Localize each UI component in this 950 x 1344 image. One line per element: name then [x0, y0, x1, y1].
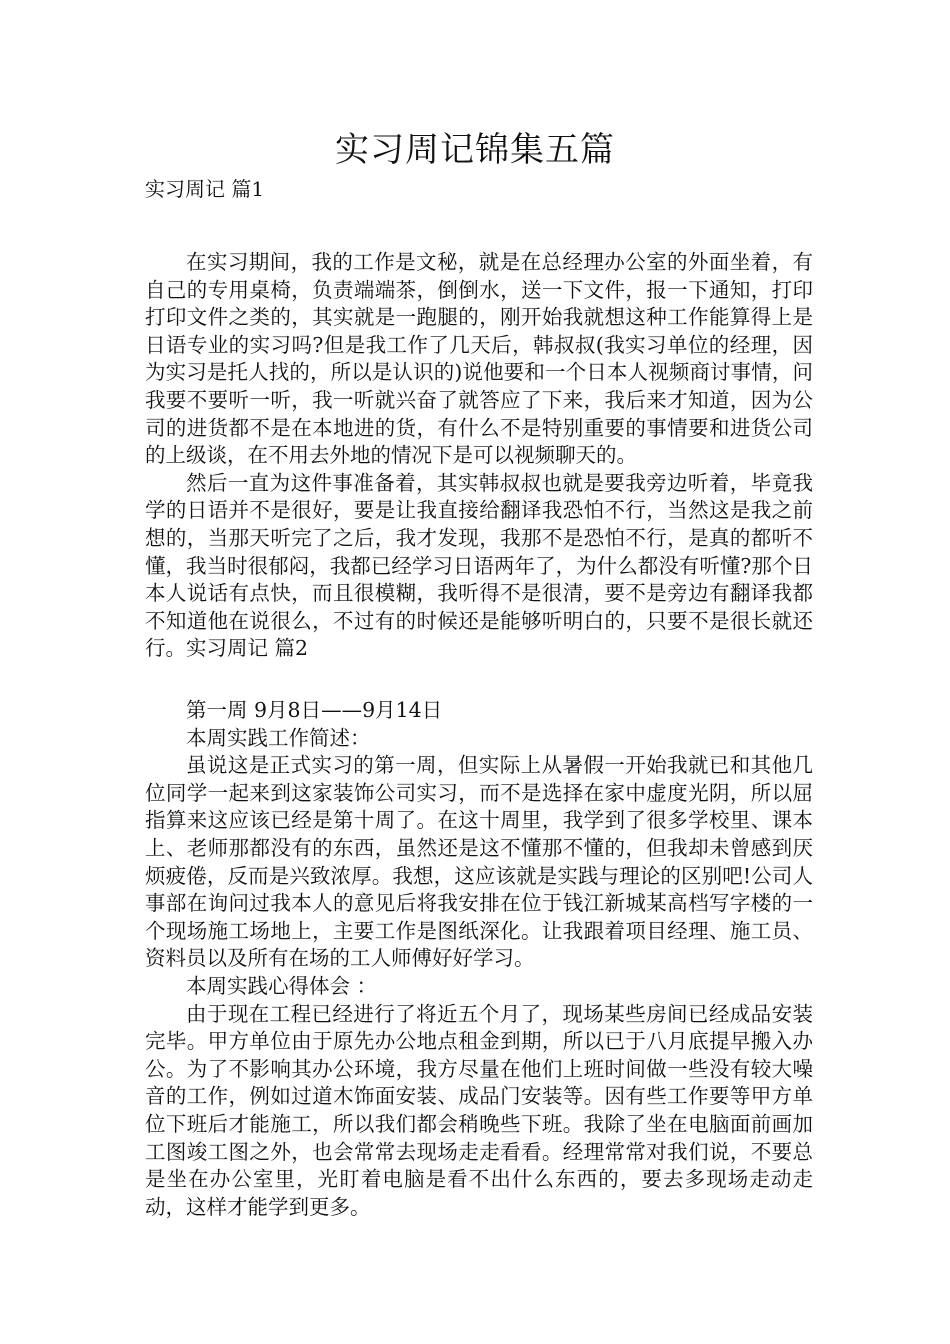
section-heading-1: 实习周记 篇1	[145, 177, 265, 201]
paragraph: 然后一直为这件事准备着，其实韩叔叔也就是要我旁边听着，毕竟我学的日语并不是很好，要是让我直接给翻译我恐怕不行，当然这是我之前想的，当那天听完了之后，我才发现，我那不是恐怕不行，是真的都听不懂，我当时很郁闷，我都已经学习日语两年了，为什么都没有听懂?那个日本人说话有点快，而且很模糊，我听得不是很清，要不是旁边有翻译我都不知道他在说很么，不过有的时候还是能够听明白的，只要不是很长就还行。	[145, 470, 813, 661]
paragraph: 虽说这是正式实习的第一周，但实际上从暑假一开始我就已和其他几位同学一起来到这家装饰公司实习，而不是选择在家中虚度光阴，所以屈指算来这应该已经是第十周了。在这十周里，我学到了很多学校里、课本上、老师那都没有的东西，虽然还是这不懂那不懂的，但我却未曾感到厌烦疲倦，反而是兴致浓厚。我想，这应该就是实践与理论的区别吧!公司人事部在询问过我本人的意见后将我安排在位于钱江新城某高档写字楼的一个现场施工场地上，主要工作是图纸深化。让我跟着项目经理、施工员、资料员以及所有在场的工人师傅好好学习。	[145, 753, 813, 971]
paragraph: 由于现在工程已经进行了将近五个月了，现场某些房间已经成品安装完毕。甲方单位由于原先办公地点租金到期，所以已于八月底提早搬入办公。为了不影响其办公环境，我方尽量在他们上班时间做一些没有较大噪音的工作，例如过道木饰面安装、成品门安装等。因有些工作要等甲方单位下班后才能施工，所以我们都会稍晚些下班。我除了坐在电脑面前画加工图竣工图之外，也会常常去现场走走看看。经理常常对我们说，不要总是坐在办公室里，光盯着电脑是看不出什么东西的，要去多现场走动走动，这样才能学到更多。	[145, 1001, 813, 1219]
section-2-body	[145, 697, 813, 1221]
document-title: 实习周记锦集五篇	[335, 130, 615, 170]
experience-heading: 本周实践心得体会 ：	[186, 973, 378, 998]
section-heading-2: 实习周记 篇2	[186, 636, 309, 661]
paragraph: 在实习期间，我的工作是文秘，就是在总经理办公室的外面坐着，有自己的专用桌椅，负责端端茶，倒倒水，送一下文件，报一下通知，打印打印文件之类的，其实就是一跑腿的，刚开始我就想这种工作能算得上是日语专业的实习吗?但是我工作了几天后，韩叔叔(我实习单位的经理，因为实习是托人找的，所以是认识的)说他要和一个日本人视频商讨事情，问我要不要听一听，我一听就兴奋了就答应了下来，我后来才知道，因为公司的进货都不是在本地进的货，有什么不是特别重要的事情要和进货公司的上级谈，在不用去外地的情况下是可以视频聊天的。	[145, 250, 813, 468]
summary-heading: 本周实践工作简述：	[186, 725, 371, 750]
paragraph-with-next-heading	[145, 470, 813, 663]
week-label: 第一周 9月8日——9月14日	[186, 698, 443, 722]
section-1-body	[145, 249, 813, 663]
